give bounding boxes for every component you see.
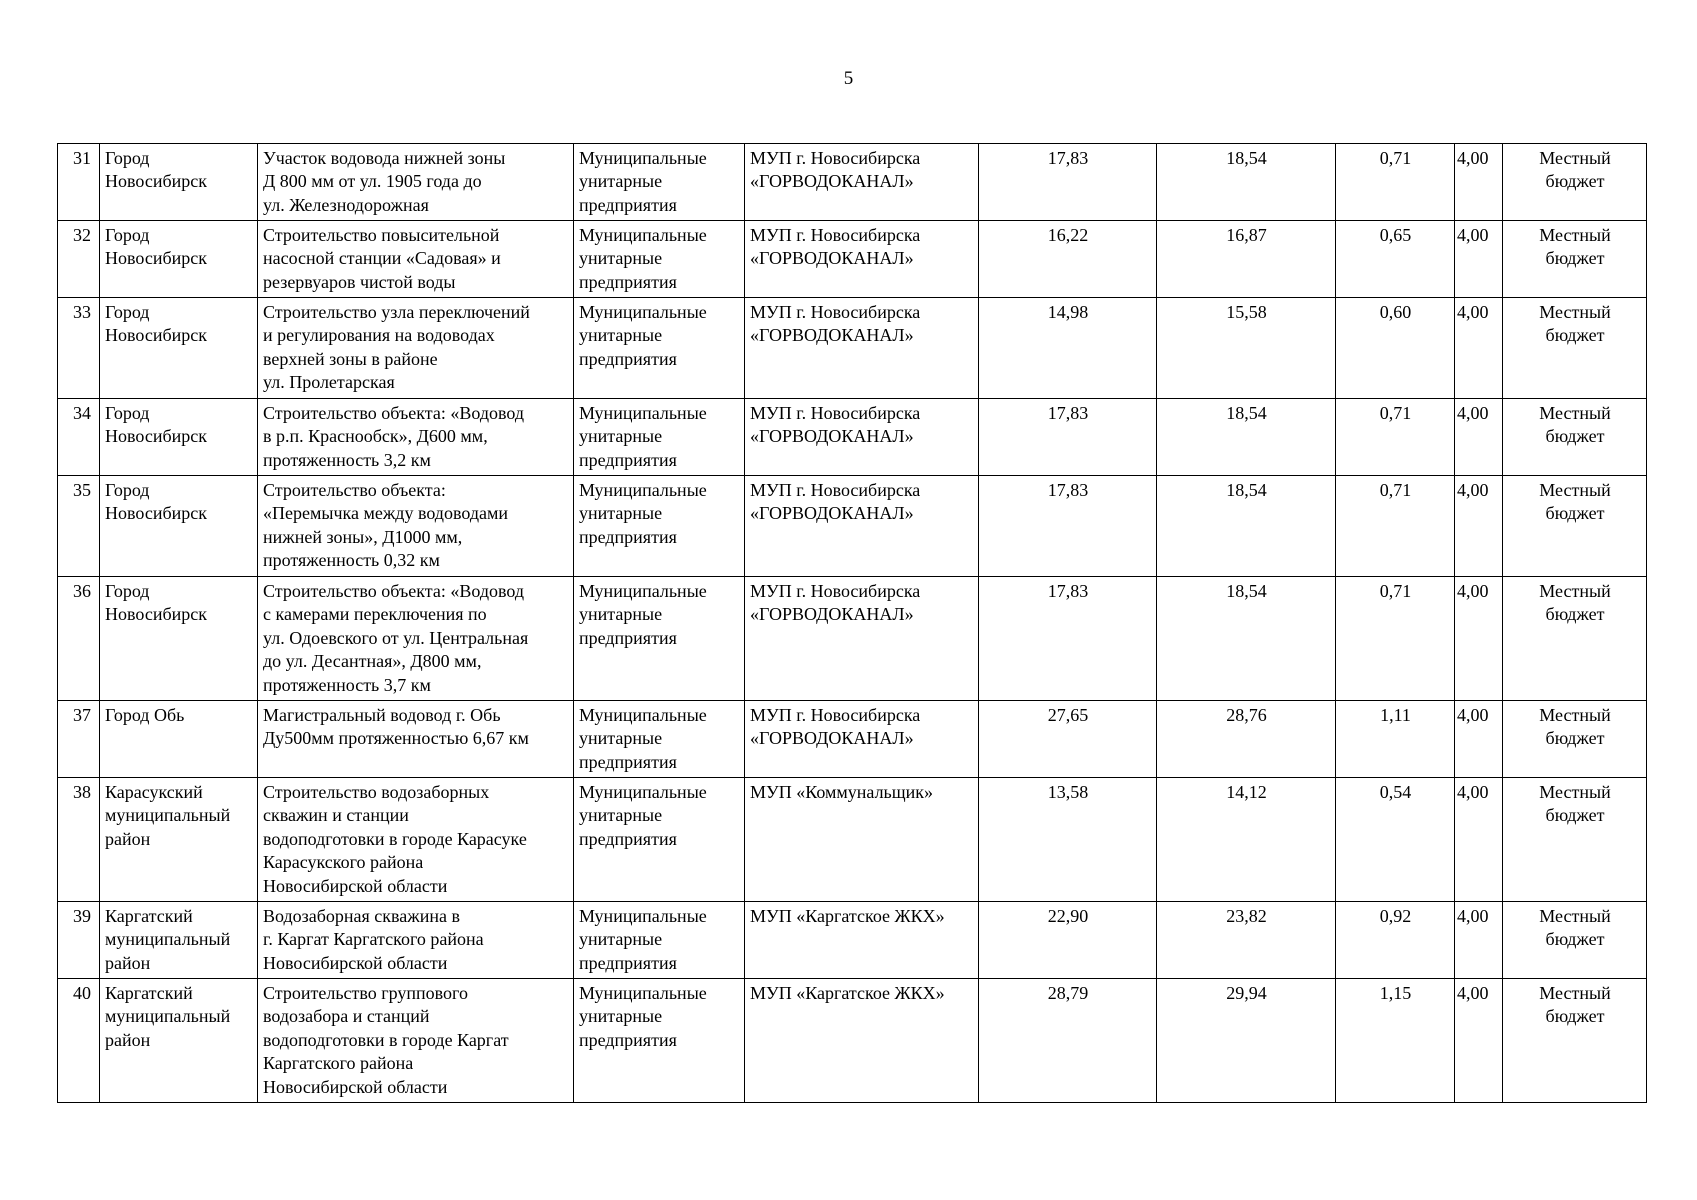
funding-source-cell: Местный бюджет bbox=[1503, 778, 1647, 902]
value-4-cell: 4,00 bbox=[1455, 701, 1503, 778]
table-row bbox=[58, 979, 1647, 1103]
value-2-cell: 29,94 bbox=[1157, 979, 1336, 1103]
funding-source-cell: Местный бюджет bbox=[1503, 476, 1647, 577]
table-row bbox=[58, 221, 1647, 298]
value-2-cell: 15,58 bbox=[1157, 298, 1336, 399]
value-3-cell: 0,71 bbox=[1336, 476, 1455, 577]
municipality-cell: Каргатский муниципальный район bbox=[100, 979, 258, 1103]
organization-cell: МУП «Каргатское ЖКХ» bbox=[745, 902, 979, 979]
value-4-cell: 4,00 bbox=[1455, 778, 1503, 902]
table-row bbox=[58, 778, 1647, 902]
table-row bbox=[58, 577, 1647, 701]
municipality-cell: Город Новосибирск bbox=[100, 221, 258, 298]
funding-source-cell: Местный бюджет bbox=[1503, 399, 1647, 476]
funding-source-cell: Местный бюджет bbox=[1503, 902, 1647, 979]
org-type-cell: Муниципальные унитарные предприятия bbox=[574, 144, 745, 221]
value-4-cell: 4,00 bbox=[1455, 298, 1503, 399]
value-4-cell: 4,00 bbox=[1455, 902, 1503, 979]
value-2-cell: 14,12 bbox=[1157, 778, 1336, 902]
projects-table bbox=[57, 143, 1647, 1103]
organization-cell: МУП г. Новосибирска «ГОРВОДОКАНАЛ» bbox=[745, 399, 979, 476]
table-row bbox=[58, 902, 1647, 979]
org-type-cell: Муниципальные унитарные предприятия bbox=[574, 701, 745, 778]
organization-cell: МУП «Коммунальщик» bbox=[745, 778, 979, 902]
value-1-cell: 28,79 bbox=[979, 979, 1157, 1103]
org-type-cell: Муниципальные унитарные предприятия bbox=[574, 979, 745, 1103]
value-2-cell: 28,76 bbox=[1157, 701, 1336, 778]
value-1-cell: 17,83 bbox=[979, 144, 1157, 221]
organization-cell: МУП г. Новосибирска «ГОРВОДОКАНАЛ» bbox=[745, 701, 979, 778]
organization-cell: МУП г. Новосибирска «ГОРВОДОКАНАЛ» bbox=[745, 577, 979, 701]
value-1-cell: 22,90 bbox=[979, 902, 1157, 979]
municipality-cell: Город Новосибирск bbox=[100, 476, 258, 577]
value-3-cell: 0,71 bbox=[1336, 144, 1455, 221]
row-number: 34 bbox=[58, 399, 100, 476]
table-row bbox=[58, 701, 1647, 778]
object-cell: Участок водовода нижней зоны Д 800 мм от ул. 1905 года до ул. Железнодорожная bbox=[258, 144, 574, 221]
municipality-cell: Город Обь bbox=[100, 701, 258, 778]
row-number: 37 bbox=[58, 701, 100, 778]
row-number: 38 bbox=[58, 778, 100, 902]
value-1-cell: 13,58 bbox=[979, 778, 1157, 902]
value-1-cell: 17,83 bbox=[979, 476, 1157, 577]
row-number: 35 bbox=[58, 476, 100, 577]
object-cell: Строительство объекта: «Перемычка между водоводами нижней зоны», Д1000 мм, протяженность 0,32 км bbox=[258, 476, 574, 577]
object-cell: Водозаборная скважина в г. Каргат Каргатского района Новосибирской области bbox=[258, 902, 574, 979]
organization-cell: МУП г. Новосибирска «ГОРВОДОКАНАЛ» bbox=[745, 476, 979, 577]
municipality-cell: Город Новосибирск bbox=[100, 399, 258, 476]
organization-cell: МУП г. Новосибирска «ГОРВОДОКАНАЛ» bbox=[745, 298, 979, 399]
value-2-cell: 18,54 bbox=[1157, 577, 1336, 701]
value-4-cell: 4,00 bbox=[1455, 144, 1503, 221]
object-cell: Магистральный водовод г. Обь Ду500мм протяженностью 6,67 км bbox=[258, 701, 574, 778]
value-3-cell: 0,71 bbox=[1336, 577, 1455, 701]
row-number: 40 bbox=[58, 979, 100, 1103]
value-4-cell: 4,00 bbox=[1455, 399, 1503, 476]
value-3-cell: 0,92 bbox=[1336, 902, 1455, 979]
row-number: 31 bbox=[58, 144, 100, 221]
table-row bbox=[58, 144, 1647, 221]
funding-source-cell: Местный бюджет bbox=[1503, 298, 1647, 399]
table-row bbox=[58, 476, 1647, 577]
funding-source-cell: Местный бюджет bbox=[1503, 979, 1647, 1103]
table-row bbox=[58, 399, 1647, 476]
value-2-cell: 16,87 bbox=[1157, 221, 1336, 298]
org-type-cell: Муниципальные унитарные предприятия bbox=[574, 577, 745, 701]
value-4-cell: 4,00 bbox=[1455, 979, 1503, 1103]
row-number: 36 bbox=[58, 577, 100, 701]
table-body bbox=[58, 144, 1647, 1103]
value-1-cell: 17,83 bbox=[979, 399, 1157, 476]
row-number: 32 bbox=[58, 221, 100, 298]
org-type-cell: Муниципальные унитарные предприятия bbox=[574, 476, 745, 577]
object-cell: Строительство водозаборных скважин и станции водоподготовки в городе Карасуке Карасукского района Новосибирской области bbox=[258, 778, 574, 902]
funding-source-cell: Местный бюджет bbox=[1503, 577, 1647, 701]
organization-cell: МУП «Каргатское ЖКХ» bbox=[745, 979, 979, 1103]
row-number: 39 bbox=[58, 902, 100, 979]
municipality-cell: Город Новосибирск bbox=[100, 144, 258, 221]
object-cell: Строительство объекта: «Водовод с камерами переключения по ул. Одоевского от ул. Центральная до ул. Десантная», Д800 мм, протяженность 3,7 км bbox=[258, 577, 574, 701]
municipality-cell: Карасукский муниципальный район bbox=[100, 778, 258, 902]
value-2-cell: 18,54 bbox=[1157, 399, 1336, 476]
value-1-cell: 14,98 bbox=[979, 298, 1157, 399]
value-2-cell: 18,54 bbox=[1157, 476, 1336, 577]
value-3-cell: 1,11 bbox=[1336, 701, 1455, 778]
municipality-cell: Каргатский муниципальный район bbox=[100, 902, 258, 979]
page-number: 5 bbox=[843, 68, 854, 89]
value-4-cell: 4,00 bbox=[1455, 577, 1503, 701]
org-type-cell: Муниципальные унитарные предприятия bbox=[574, 298, 745, 399]
value-1-cell: 27,65 bbox=[979, 701, 1157, 778]
organization-cell: МУП г. Новосибирска «ГОРВОДОКАНАЛ» bbox=[745, 144, 979, 221]
organization-cell: МУП г. Новосибирска «ГОРВОДОКАНАЛ» bbox=[745, 221, 979, 298]
value-3-cell: 0,60 bbox=[1336, 298, 1455, 399]
row-number: 33 bbox=[58, 298, 100, 399]
municipality-cell: Город Новосибирск bbox=[100, 577, 258, 701]
value-1-cell: 17,83 bbox=[979, 577, 1157, 701]
object-cell: Строительство повысительной насосной станции «Садовая» и резервуаров чистой воды bbox=[258, 221, 574, 298]
municipality-cell: Город Новосибирск bbox=[100, 298, 258, 399]
value-2-cell: 18,54 bbox=[1157, 144, 1336, 221]
funding-source-cell: Местный бюджет bbox=[1503, 221, 1647, 298]
org-type-cell: Муниципальные унитарные предприятия bbox=[574, 778, 745, 902]
org-type-cell: Муниципальные унитарные предприятия bbox=[574, 399, 745, 476]
funding-source-cell: Местный бюджет bbox=[1503, 144, 1647, 221]
value-1-cell: 16,22 bbox=[979, 221, 1157, 298]
value-4-cell: 4,00 bbox=[1455, 221, 1503, 298]
object-cell: Строительство узла переключений и регулирования на водоводах верхней зоны в районе ул. Пролетарская bbox=[258, 298, 574, 399]
value-3-cell: 0,54 bbox=[1336, 778, 1455, 902]
object-cell: Строительство группового водозабора и станций водоподготовки в городе Каргат Каргатского района Новосибирской области bbox=[258, 979, 574, 1103]
value-3-cell: 0,71 bbox=[1336, 399, 1455, 476]
org-type-cell: Муниципальные унитарные предприятия bbox=[574, 902, 745, 979]
funding-source-cell: Местный бюджет bbox=[1503, 701, 1647, 778]
value-4-cell: 4,00 bbox=[1455, 476, 1503, 577]
value-3-cell: 0,65 bbox=[1336, 221, 1455, 298]
value-3-cell: 1,15 bbox=[1336, 979, 1455, 1103]
table-row bbox=[58, 298, 1647, 399]
object-cell: Строительство объекта: «Водовод в р.п. Краснообск», Д600 мм, протяженность 3,2 км bbox=[258, 399, 574, 476]
org-type-cell: Муниципальные унитарные предприятия bbox=[574, 221, 745, 298]
value-2-cell: 23,82 bbox=[1157, 902, 1336, 979]
